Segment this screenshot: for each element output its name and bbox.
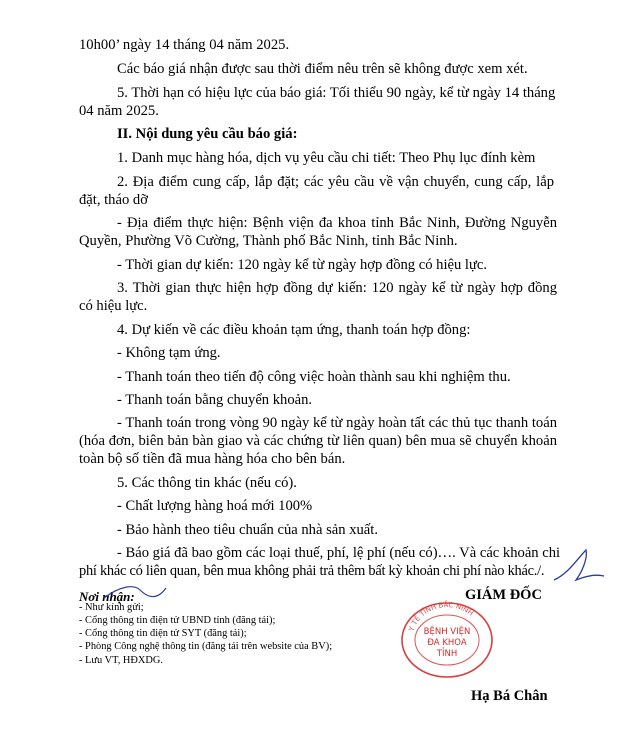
section-heading: II. Nội dung yêu cầu báo giá:: [117, 126, 298, 142]
body-line: 10h00’ ngày 14 tháng 04 năm 2025.: [79, 37, 290, 53]
signer-name: Hạ Bá Chân: [471, 688, 548, 704]
body-line: đặt, tháo dỡ: [79, 192, 148, 208]
recipient-item: - Như kính gửi;: [79, 602, 144, 613]
body-line: 5. Các thông tin khác (nếu có).: [117, 475, 297, 491]
body-line: - Thanh toán theo tiến độ công việc hoàn thành sau khi nghiệm thu.: [117, 369, 511, 385]
handwritten-signature-mark: [548, 546, 608, 586]
body-line: - Chất lượng hàng hoá mới 100%: [117, 498, 313, 514]
svg-text:TỈNH: TỈNH: [436, 649, 458, 659]
initial-mark: [100, 580, 170, 604]
svg-text:ĐA KHOA: ĐA KHOA: [427, 638, 467, 648]
body-line: 5. Thời hạn có hiệu lực của báo giá: Tối thiểu 90 ngày, kể từ ngày 14 tháng: [117, 85, 556, 101]
body-line: - Báo giá đã bao gồm các loại thuế, phí, lệ phí (nếu có)…. Và các khoản chi: [117, 545, 561, 561]
body-line: - Thời gian dự kiến: 120 ngày kể từ ngày hợp đồng có hiệu lực.: [117, 257, 488, 273]
body-line: Các báo giá nhận được sau thời điểm nêu trên sẽ không được xem xét.: [117, 61, 528, 77]
recipient-item: - Cổng thông tin điện tử SYT (đăng tải);: [79, 628, 247, 639]
body-line: Quyền, Phường Võ Cường, Thành phố Bắc Ninh, tỉnh Bắc Ninh.: [79, 233, 458, 249]
svg-text:Y TẾ TỈNH BẮC NINH: Y TẾ TỈNH BẮC NINH: [407, 600, 475, 633]
body-line: - Địa điểm thực hiện: Bệnh viện đa khoa tỉnh Bắc Ninh, Đường Nguyễn: [117, 215, 557, 231]
recipients-title: Nơi nhận:: [79, 589, 135, 604]
body-line: 4. Dự kiến về các điều khoản tạm ứng, thanh toán hợp đồng:: [117, 322, 471, 338]
body-line: phí khác có liên quan, bên mua không phải trả thêm bất kỳ khoản chi phí nào khác./.: [79, 563, 545, 579]
hospital-stamp: [398, 600, 496, 678]
recipient-item: - Cổng thông tin điện tử UBND tỉnh (đăng tải);: [79, 615, 276, 626]
body-line: - Thanh toán trong vòng 90 ngày kể từ ngày hoàn tất các thủ tục thanh toán: [117, 415, 557, 431]
body-line: - Không tạm ứng.: [117, 345, 221, 361]
recipient-item: - Lưu VT, HĐXDG.: [79, 655, 164, 666]
body-line: - Thanh toán bằng chuyển khoản.: [117, 392, 313, 408]
body-line: - Bảo hành theo tiêu chuẩn của nhà sản xuất.: [117, 522, 378, 538]
body-line: (hóa đơn, biên bản bàn giao và các chứng từ liên quan) bên mua sẽ chuyển khoản: [79, 433, 557, 449]
recipient-item: - Phòng Công nghệ thông tin (đăng tải trên website của BV);: [79, 641, 333, 652]
body-line: 04 năm 2025.: [79, 103, 159, 119]
body-line: 3. Thời gian thực hiện hợp đồng dự kiến: 120 ngày kể từ ngày hợp đồng: [117, 280, 557, 296]
body-line: có hiệu lực.: [79, 298, 148, 314]
body-line: 2. Địa điểm cung cấp, lắp đặt; các yêu cầu về vận chuyển, cung cấp, lắp: [117, 174, 554, 190]
svg-text:BỆNH VIỆN: BỆNH VIỆN: [423, 627, 471, 637]
body-line: toàn bộ số tiền đã mua hàng hóa cho bên bán.: [79, 451, 346, 467]
body-line: 1. Danh mục hàng hóa, dịch vụ yêu cầu chi tiết: Theo Phụ lục đính kèm: [117, 150, 536, 166]
signer-title: GIÁM ĐỐC: [465, 587, 542, 603]
